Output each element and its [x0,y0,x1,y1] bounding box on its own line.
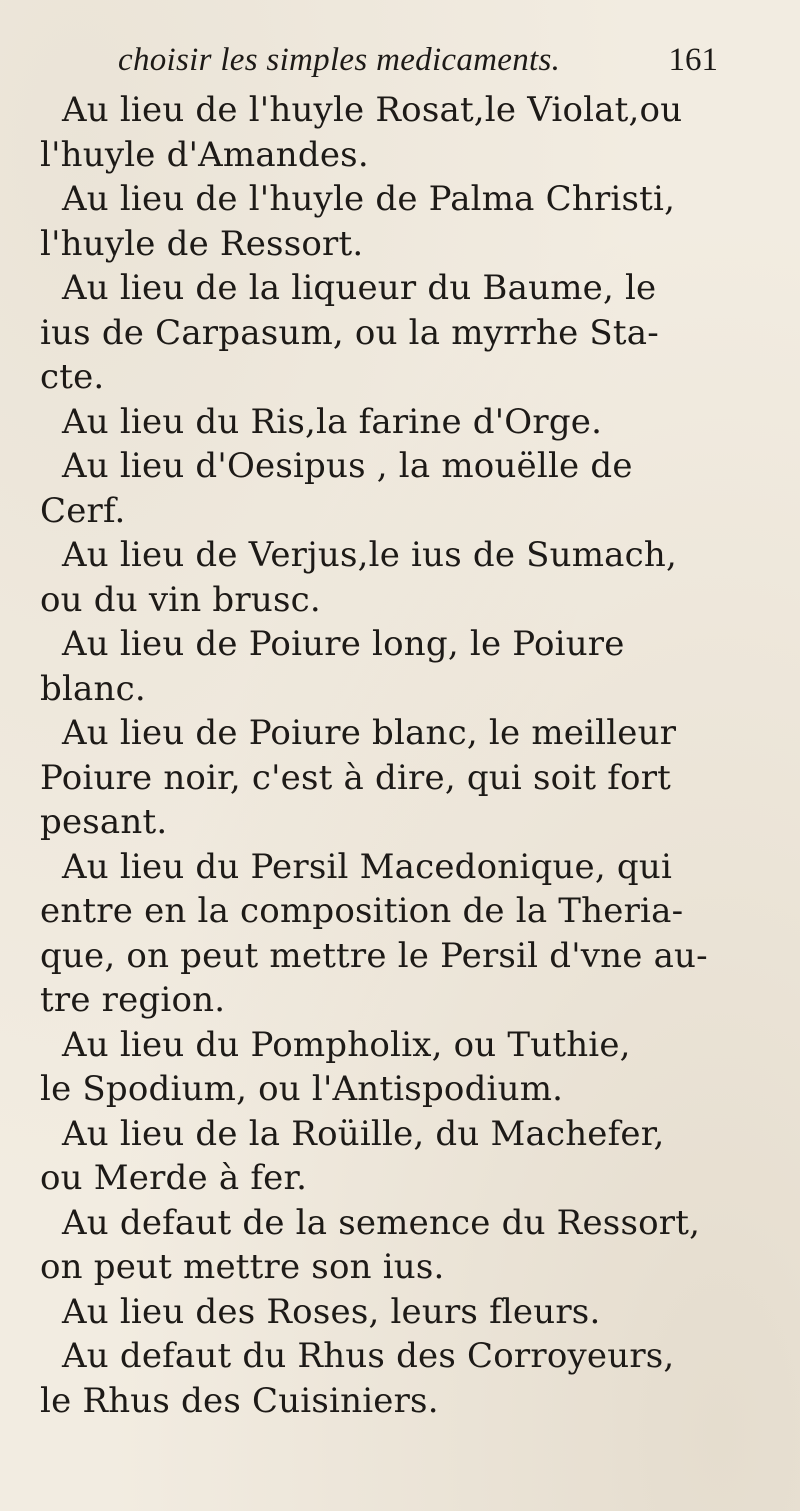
text-line: Au lieu d'Oesipus , la mouëlle de [62,446,633,486]
text-line: tre region. [40,980,226,1020]
text-line: Au lieu du Ris,la farine d'Orge. [62,401,603,442]
text-line: on peut mettre son ius. [40,1247,445,1287]
page-header [118,42,718,82]
text-line: Au lieu de l'huyle de Palma Christi, [62,179,676,219]
text-line: Au lieu de l'huyle Rosat,le Violat,ou [62,90,683,130]
text-line: Au defaut de la semence du Ressort, [62,1202,701,1243]
text-line: ou du vin brusc. [40,579,321,620]
text-line: le Spodium, ou l'Antispodium. [40,1069,564,1109]
text-line: entre en la composition de la Theria- [40,891,684,931]
text-line: cte. [40,357,105,397]
text-line: l'huyle d'Amandes. [40,134,369,175]
running-title: choisir les simples medicaments. [118,42,561,78]
body-text [40,88,760,1423]
text-line: Au lieu des Roses, leurs fleurs. [62,1291,601,1332]
text-line: Au lieu de Poiure blanc, le meilleur [62,713,677,753]
text-line: Au lieu de la liqueur du Baume, le [62,268,657,308]
text-line: blanc. [40,668,146,709]
text-line: Cerf. [40,490,126,531]
text-line: Au lieu du Persil Macedonique, qui [62,846,673,887]
text-line: l'huyle de Ressort. [40,223,364,264]
text-line: Au lieu de Poiure long, le Poiure [62,624,625,664]
text-line: Poiure noir, c'est à dire, qui soit fort [40,757,672,798]
text-line: pesant. [40,802,168,842]
text-line: Au defaut du Rhus des Corroyeurs, [62,1336,675,1376]
page-number: 161 [668,42,718,78]
text-line: Au lieu de la Roüille, du Machefer, [62,1113,665,1154]
text-line: que, on peut mettre le Persil d'vne au- [40,935,708,976]
text-line: Au lieu de Verjus,le ius de Sumach, [62,535,677,575]
text-line: ou Merde à fer. [40,1158,308,1198]
text-line: le Rhus des Cuisiniers. [40,1380,439,1421]
text-line: Au lieu du Pompholix, ou Tuthie, [62,1024,631,1065]
text-line: ius de Carpasum, ou la myrrhe Sta- [40,312,659,353]
